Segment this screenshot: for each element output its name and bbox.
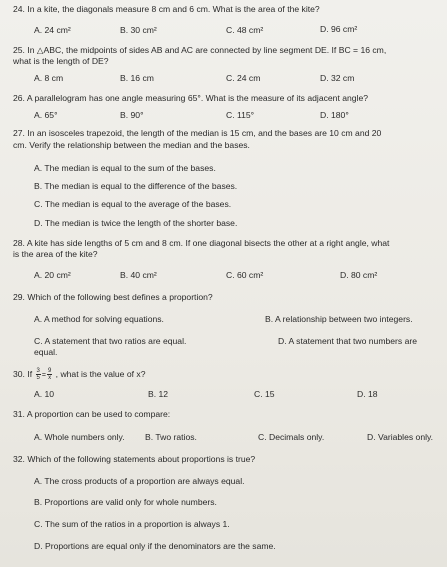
- question-27-option-c: C. The median is equal to the average of the bases.: [34, 199, 232, 209]
- question-31-option-a: A. Whole numbers only.: [34, 432, 125, 442]
- question-30-option-c: C. 15: [254, 389, 275, 399]
- question-27-option-a: A. The median is equal to the sum of the bases.: [34, 163, 216, 173]
- question-32-option-b: B. Proportions are valid only for whole numbers.: [34, 497, 217, 507]
- question-28-option-a: A. 20 cm²: [34, 270, 71, 280]
- question-30-option-b: B. 12: [148, 389, 169, 399]
- question-30-stem: [13, 367, 145, 383]
- question-28-option-d: D. 80 cm²: [340, 270, 378, 280]
- question-31-stem: 31. A proportion can be used to compare:: [13, 409, 171, 419]
- question-28-stem-line1: 28. A kite has side lengths of 5 cm and 8 cm. If one diagonal bisects the other at a right angle, what: [13, 238, 390, 248]
- question-24-option-b: B. 30 cm²: [120, 25, 157, 35]
- question-31-option-d: D. Variables only.: [367, 432, 434, 442]
- question-25-option-a: A. 8 cm: [34, 73, 64, 83]
- question-31-option-b: B. Two ratios.: [145, 432, 197, 442]
- question-27-option-b: B. The median is equal to the difference of the bases.: [34, 181, 238, 191]
- question-27-option-d: D. The median is twice the length of the shorter base.: [34, 218, 238, 228]
- question-24-option-c: C. 48 cm²: [226, 25, 264, 35]
- question-30-equals-sign: =: [41, 372, 46, 379]
- question-26-option-b: B. 90°: [120, 110, 144, 120]
- question-25-option-d: D. 32 cm: [320, 73, 355, 83]
- question-27-stem-line2: cm. Verify the relationship between the median and the bases.: [13, 140, 250, 150]
- question-27-stem-line1: 27. In an isosceles trapezoid, the length of the median is 15 cm, and the bases are 10 cm and 20: [13, 128, 382, 138]
- question-24-stem: 24. In a kite, the diagonals measure 8 cm and 6 cm. What is the area of the kite?: [13, 4, 320, 14]
- question-30-fraction-2-numerator: 9: [47, 368, 52, 375]
- question-25-stem-line2: what is the length of DE?: [13, 56, 109, 66]
- question-26-stem: 26. A parallelogram has one angle measuring 65°. What is the measure of its adjacent angle?: [13, 93, 369, 103]
- question-32-option-c: C. The sum of the ratios in a proportion is always 1.: [34, 519, 230, 529]
- question-25-option-b: B. 16 cm: [120, 73, 154, 83]
- question-30-option-a: A. 10: [34, 389, 55, 399]
- question-32-option-d: D. Proportions are equal only if the denominators are the same.: [34, 541, 276, 551]
- question-25-stem-line1: 25. In △ABC, the midpoints of sides AB and AC are connected by line segment DE. If BC = 16 cm,: [13, 45, 387, 55]
- question-24-option-a: A. 24 cm²: [34, 25, 71, 35]
- question-30-fraction-1: [36, 368, 41, 381]
- question-30-fraction-1-numerator: 3: [36, 368, 40, 375]
- question-24-option-d: D. 96 cm²: [320, 24, 358, 34]
- question-30-fraction-1-denominator: 5: [36, 375, 40, 382]
- question-28-stem-line2: is the area of the kite?: [13, 249, 98, 259]
- question-28-option-b: B. 40 cm²: [120, 270, 157, 280]
- question-29-option-c: C. A statement that two ratios are equal.: [34, 336, 187, 346]
- question-29-stem: 29. Which of the following best defines a proportion?: [13, 292, 213, 302]
- question-26-option-c: C. 115°: [226, 110, 255, 120]
- question-26-option-a: A. 65°: [34, 110, 58, 120]
- question-30-fraction-2-denominator: x: [48, 375, 52, 382]
- question-32-option-a: A. The cross products of a proportion are always equal.: [34, 476, 245, 486]
- question-30-option-d: D. 18: [357, 389, 378, 399]
- question-28-option-c: C. 60 cm²: [226, 270, 264, 280]
- question-30-stem-suffix: , what is the value of x?: [55, 369, 146, 379]
- question-31-option-c: C. Decimals only.: [258, 432, 325, 442]
- question-29-option-a: A. A method for solving equations.: [34, 314, 164, 324]
- question-25-option-c: C. 24 cm: [226, 73, 261, 83]
- question-29-option-d-line2: equal.: [34, 347, 58, 357]
- question-30-fraction-2: [47, 368, 52, 381]
- question-29-option-b: B. A relationship between two integers.: [265, 314, 413, 324]
- question-29-option-d-line1: D. A statement that two numbers are: [278, 336, 418, 346]
- question-30-stem-prefix: 30. If: [13, 369, 33, 379]
- question-26-option-d: D. 180°: [320, 110, 349, 120]
- question-32-stem: 32. Which of the following statements about proportions is true?: [13, 454, 256, 464]
